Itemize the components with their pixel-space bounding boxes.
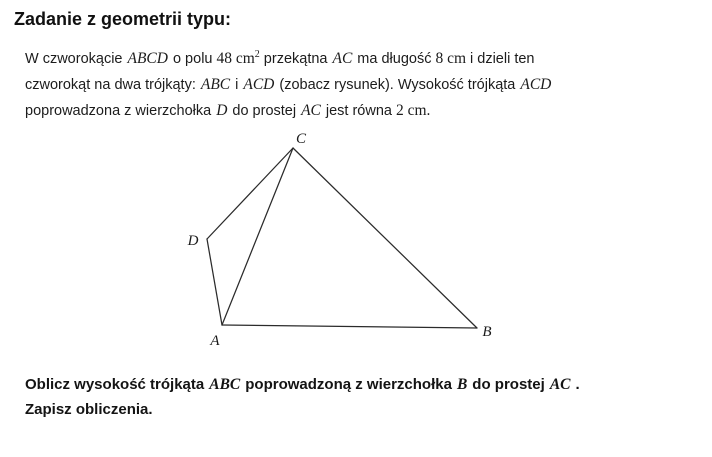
task-instruction xyxy=(25,372,580,422)
task-line-2: Zapisz obliczenia. xyxy=(25,401,153,418)
statement-text: i dzieli ten xyxy=(470,51,535,67)
statement-text: do prostej xyxy=(232,103,297,119)
task-text: Oblicz wysokość trójkąta xyxy=(25,376,205,393)
math-token-ac-2: AC xyxy=(301,102,321,119)
math-token-d: D xyxy=(216,102,228,119)
math-token-abc-task: ABC xyxy=(209,376,241,393)
vertex-label-b: B xyxy=(482,324,492,340)
edge-dc xyxy=(207,148,293,239)
task-text-period: . xyxy=(575,376,580,393)
edge-da xyxy=(207,239,222,325)
statement-line-3 xyxy=(25,98,556,124)
edge-ab xyxy=(222,325,477,328)
value-height-acd: 2 cm. xyxy=(395,102,431,119)
math-token-abcd: ABCD xyxy=(127,50,168,67)
statement-text: o polu xyxy=(172,51,213,67)
task-text: poprowadzoną z wierzchołka xyxy=(245,376,452,393)
statement-text: W czworokącie xyxy=(25,51,123,67)
statement-text: jest równa xyxy=(325,103,392,119)
vertex-label-d: D xyxy=(187,233,199,249)
quadrilateral-figure xyxy=(150,122,550,357)
task-text: do prostej xyxy=(472,376,545,393)
math-token-abc: ABC xyxy=(200,76,231,93)
math-token-b-task: B xyxy=(456,376,468,393)
vertex-label-c: C xyxy=(295,131,307,147)
vertex-label-a: A xyxy=(210,333,220,349)
diagonal-ac xyxy=(222,148,293,325)
value-area xyxy=(216,50,259,67)
statement-line-2 xyxy=(25,72,556,98)
superscript-2: 2 xyxy=(254,48,260,60)
math-token-acd: ACD xyxy=(243,76,275,93)
edge-bc xyxy=(293,148,477,328)
statement-text: poprowadzona z wierzchołka xyxy=(25,103,212,119)
task-line-1 xyxy=(25,372,580,397)
statement-text: i xyxy=(235,77,239,93)
math-token-acd-2: ACD xyxy=(520,76,552,93)
value-area-number: 48 cm xyxy=(216,50,255,67)
page-title: Zadanie z geometrii typu: xyxy=(14,9,232,29)
value-length-ac: 8 cm xyxy=(435,50,467,67)
problem-statement xyxy=(25,46,556,124)
statement-text: ma długość xyxy=(357,51,432,67)
math-token-ac: AC xyxy=(332,50,353,67)
math-token-ac-task: AC xyxy=(549,376,571,393)
statement-text: czworokąt na dwa trójkąty: xyxy=(25,77,196,93)
statement-line-1 xyxy=(25,46,556,72)
statement-text: przekątna xyxy=(263,51,328,67)
statement-text: (zobacz rysunek). Wysokość trójkąta xyxy=(279,77,516,93)
